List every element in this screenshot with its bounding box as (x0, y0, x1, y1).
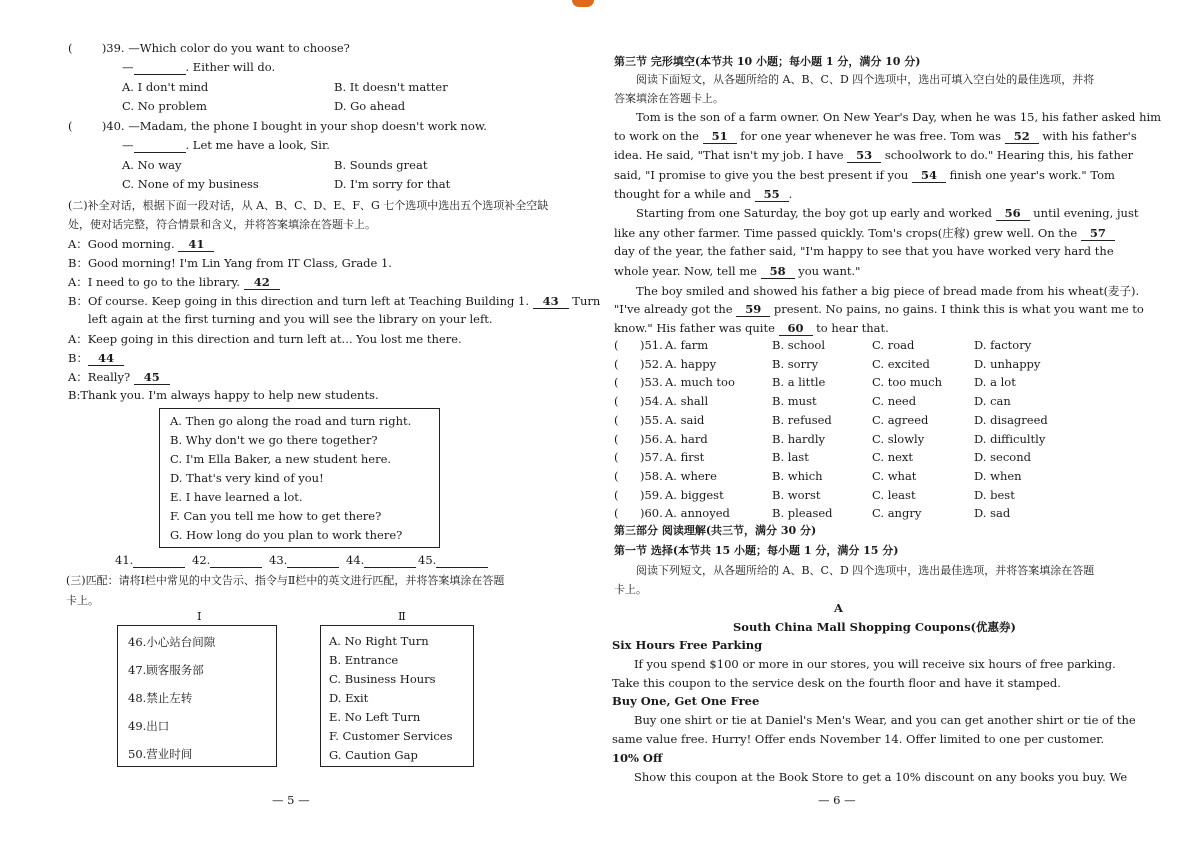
choice-f: F. Can you tell me how to get there? (170, 509, 382, 523)
match-option-a: A. No Right Turn (329, 634, 429, 648)
passage-text: schoolwork to do." Hearing this, his father (881, 148, 1134, 163)
option-c: C. what (872, 468, 917, 483)
option-a: A. No way (122, 158, 182, 172)
coupon-line: Show this coupon at the Book Store to get a 10% discount on any books you buy. We (634, 769, 1128, 784)
dialog-blank: 45 (134, 370, 170, 385)
dialog-line: B：Of course. Keep going in this direction and turn left at Teaching Building 1. 43 Turn (68, 294, 601, 308)
match-option-d: D. Exit (329, 691, 369, 705)
option-d: D. best (974, 487, 1015, 502)
passage-line (614, 302, 1144, 317)
choice-e: E. I have learned a lot. (170, 490, 303, 504)
answer-paren: ( (68, 41, 73, 55)
instructions-line1: 阅读下面短文，从各题所给的 A、B、C、D 四个选项中，选出可填入空白处的最佳选项，并将 (636, 73, 1095, 86)
column-1-label: Ⅰ (197, 609, 202, 623)
answer-paren: ( (614, 394, 619, 409)
coupon-heading: Six Hours Free Parking (612, 638, 763, 652)
reading-section-title: 第一节 选择(本节共 15 小题；每小题 1 分，满分 15 分) (614, 544, 899, 557)
dialog-line: left again at the first turning and you will see the library on your left. (88, 312, 493, 326)
dialog-line: A：Keep going in this direction and turn left at... You lost me there. (68, 332, 462, 346)
answer-paren: ( (68, 119, 73, 133)
option-a: A. shall (665, 394, 709, 409)
question-number: )54. (640, 394, 663, 409)
cloze-blank: 58 (761, 264, 795, 279)
coupon-title: South China Mall Shopping Coupons(优惠券) (733, 620, 1016, 634)
option-c: C. need (872, 394, 917, 409)
choice-c: C. I'm Ella Baker, a new student here. (170, 452, 392, 466)
choices-box (159, 408, 440, 548)
cloze-blank: 57 (1081, 226, 1115, 241)
answer-blank (134, 138, 186, 153)
answer-paren: ( (614, 412, 619, 427)
passage-line (614, 225, 1115, 241)
passage-text: present. No pains, no gains. I think this is what you want me to (770, 302, 1144, 316)
passage-text: . (788, 186, 793, 201)
question-number: )56. (640, 431, 663, 446)
part3-title: 第三部分 阅读理解(共三节，满分 30 分) (614, 524, 817, 537)
dialog-blank: 41 (178, 237, 214, 252)
option-a: A. biggest (665, 487, 724, 502)
option-c: C. angry (872, 506, 922, 521)
section3-heading-line2: 卡上。 (66, 594, 99, 607)
choice-a: A. Then go along the road and turn right. (170, 414, 412, 428)
passage-text: like any other farmer. Time passed quickly. Tom's crops(庄稼) grew well. On the (614, 226, 1081, 241)
passage-text: finish one year's work." Tom (945, 167, 1115, 182)
option-b: B. Sounds great (334, 158, 428, 172)
coupon-heading: 10% Off (612, 750, 663, 765)
option-a: A. annoyed (665, 506, 730, 521)
option-d: D. I'm sorry for that (334, 177, 451, 191)
cloze-blank: 53 (847, 148, 881, 163)
option-a: A. much too (665, 375, 735, 390)
question-text: —Madam, the phone I bought in your shop doesn't work now. (128, 119, 487, 133)
option-c: C. least (872, 487, 916, 502)
choice-b: B. Why don't we go there together? (170, 433, 378, 447)
answer-41: 41. (115, 553, 185, 568)
passage-label: A (834, 601, 843, 615)
option-d: D. sad (974, 506, 1011, 521)
passage-line (614, 148, 1133, 163)
passage-text: Tom is the son of a farm owner. On New Year's Day, when he was 15, his father asked him (636, 110, 1162, 124)
option-d: D. factory (974, 338, 1032, 352)
answer-43: 43. (269, 553, 339, 568)
option-c: C. next (872, 450, 914, 465)
question-text: —Which color do you want to choose? (128, 41, 350, 55)
answer-paren: ( (614, 431, 619, 446)
coupon-line: If you spend $100 or more in our stores, you will receive six hours of free parking. (634, 656, 1116, 671)
cloze-blank: 54 (912, 168, 946, 183)
question-number: )52. (640, 356, 663, 371)
option-a: A. I don't mind (122, 80, 209, 94)
option-a: A. hard (665, 431, 708, 446)
cloze-blank: 59 (736, 302, 770, 317)
passage-line (614, 129, 1137, 144)
answer-42: 42. (192, 553, 262, 568)
match-option-c: C. Business Hours (329, 672, 436, 686)
passage-text: whole year. Now, tell me (614, 263, 761, 278)
column-2-label: Ⅱ (398, 609, 406, 623)
question-number: )58. (640, 468, 663, 483)
passage-line (636, 206, 1138, 221)
option-a: A. happy (665, 356, 717, 371)
passage-text: The boy smiled and showed his father a big piece of bread made from his wheat(麦子). (636, 283, 1140, 298)
option-d: D. disagreed (974, 412, 1048, 427)
top-tab-mark (572, 0, 594, 7)
option-b: B. pleased (772, 506, 833, 521)
dialog-line: A：I need to go to the library. 42 (68, 274, 280, 290)
match-item-49: 49.出口 (128, 719, 170, 733)
answer-paren: ( (614, 468, 619, 483)
coupon-heading: Buy One, Get One Free (612, 694, 760, 709)
answer-44: 44. (346, 553, 416, 568)
option-b: B. must (772, 394, 817, 409)
option-b: B. refused (772, 412, 832, 427)
option-a: A. first (665, 450, 705, 465)
passage-line (614, 168, 1115, 183)
section-title: 第三节 完形填空(本节共 10 小题；每小题 1 分，满分 10 分) (614, 55, 921, 68)
match-item-50: 50.营业时间 (128, 747, 193, 761)
question-number: )55. (640, 412, 663, 427)
dialog-line: A：Really? 45 (68, 369, 170, 385)
option-c: C. too much (872, 375, 942, 390)
option-a: A. said (665, 412, 705, 427)
option-c: C. slowly (872, 431, 925, 446)
option-d: D. when (974, 468, 1022, 483)
passage-text: you want." (794, 263, 861, 278)
answer-paren: ( (614, 375, 619, 390)
answer-45: 45. (418, 553, 488, 568)
option-c: C. No problem (122, 99, 207, 113)
passage-text: until evening, just (1029, 206, 1139, 220)
option-b: B. sorry (772, 356, 819, 371)
choice-g: G. How long do you plan to work there? (170, 528, 403, 542)
question-39 (68, 41, 350, 55)
match-option-b: B. Entrance (329, 653, 399, 667)
question-number: )39. (101, 41, 125, 55)
coupon-line: same value free. Hurry! Offer ends November 14. Offer limited to one per customer. (612, 732, 1105, 746)
passage-text: with his father's (1038, 129, 1137, 144)
question-number: )60. (640, 506, 663, 521)
passage-line (636, 283, 1139, 299)
passage-line (636, 110, 1161, 124)
reading-instructions-line1: 阅读下列短文，从各题所给的 A、B、C、D 四个选项中，选出最佳选项，并将答案填涂在答题 (636, 564, 1095, 577)
coupon-line: Buy one shirt or tie at Daniel's Men's Wear, and you can get another shirt or tie of the (634, 713, 1136, 728)
choice-d: D. That's very kind of you! (170, 471, 324, 485)
passage-text: to hear that. (812, 321, 889, 336)
option-d: D. second (974, 450, 1031, 465)
cloze-blank: 51 (703, 129, 737, 144)
match-item-48: 48.禁止左转 (128, 691, 193, 705)
cloze-blank: 55 (755, 187, 789, 202)
option-b: B. worst (772, 487, 821, 502)
column-1-box (117, 625, 277, 767)
dialog-blank: 43 (533, 294, 569, 309)
question-number: )40. (101, 119, 125, 133)
answer-paren: ( (614, 356, 619, 371)
option-d: D. can (974, 394, 1011, 409)
answer-paren: ( (614, 506, 619, 521)
question-number: )59. (640, 487, 663, 502)
option-b: B. It doesn't matter (334, 80, 448, 94)
option-a: A. where (665, 468, 717, 483)
passage-text: to work on the (614, 129, 703, 144)
passage-text: "I've already got the (614, 302, 737, 316)
option-b: B. which (772, 468, 823, 483)
section2-heading-line2: 处，使对话完整，符合情景和含义，并将答案填涂在答题卡上。 (68, 218, 376, 231)
option-c: C. road (872, 338, 915, 352)
match-item-46: 46.小心站台间隙 (128, 635, 216, 649)
option-a: A. farm (665, 338, 709, 352)
passage-text: Starting from one Saturday, the boy got up early and worked (636, 206, 996, 220)
section3-heading-line1: (三)匹配：请将Ⅰ栏中常见的中文告示、指令与Ⅱ栏中的英文进行匹配，并将答案填涂在答题 (66, 574, 505, 587)
question-39-line2: — . Either will do. (122, 60, 276, 74)
dialog-line: B： 44 (68, 350, 124, 366)
question-40-line2: — . Let me have a look, Sir. (122, 138, 330, 152)
column-2-box (320, 625, 474, 767)
option-d: D. unhappy (974, 356, 1041, 371)
match-option-f: F. Customer Services (329, 729, 453, 743)
page-number: — 6 — (818, 793, 856, 807)
option-b: B. a little (772, 375, 826, 390)
passage-line (614, 264, 860, 279)
question-number: )57. (640, 450, 663, 465)
cloze-blank: 56 (996, 206, 1030, 221)
dialog-line: A：Good morning. 41 (68, 236, 214, 252)
section2-heading-line1: (二)补全对话，根据下面一段对话，从 A、B、C、D、E、F、G 七个选项中选出五个选项补全空缺 (68, 199, 549, 212)
question-40 (68, 119, 487, 133)
dialog-blank: 44 (88, 351, 124, 366)
passage-text: day of the year, the father said, "I'm happy to see that you have worked very hard the (614, 244, 1114, 259)
passage-text: for one year whenever he was free. Tom was (736, 129, 1005, 144)
match-item-47: 47.顾客服务部 (128, 663, 204, 677)
option-d: D. a lot (974, 375, 1016, 390)
answer-paren: ( (614, 338, 619, 352)
answer-paren: ( (614, 450, 619, 465)
passage-line (614, 321, 889, 336)
passage-line (614, 244, 1114, 258)
option-b: B. school (772, 338, 826, 352)
option-c: C. agreed (872, 412, 929, 427)
cloze-blank: 60 (779, 321, 813, 336)
match-option-g: G. Caution Gap (329, 748, 418, 762)
answer-blank (134, 60, 186, 75)
answer-paren: ( (614, 487, 619, 502)
cloze-blank: 52 (1005, 129, 1039, 144)
dialog-blank: 42 (244, 275, 280, 290)
option-c: C. None of my business (122, 177, 259, 191)
option-d: D. difficultly (974, 431, 1046, 446)
option-b: B. hardly (772, 431, 826, 446)
option-c: C. excited (872, 356, 930, 371)
dialog-line: B：Good morning! I'm Lin Yang from IT Class, Grade 1. (68, 256, 392, 270)
passage-text: thought for a while and (614, 186, 755, 201)
question-number: )51. (640, 338, 663, 352)
passage-line (614, 187, 792, 202)
reading-instructions-line2: 卡上。 (614, 583, 647, 596)
passage-text: know." His father was quite (614, 321, 779, 336)
option-d: D. Go ahead (334, 99, 406, 113)
passage-text: said, "I promise to give you the best present if you (614, 167, 912, 182)
page-number: — 5 — (272, 793, 310, 807)
option-b: B. last (772, 450, 809, 465)
coupon-line: Take this coupon to the service desk on the fourth floor and have it stamped. (612, 675, 1061, 690)
match-option-e: E. No Left Turn (329, 710, 421, 724)
dialog-line: B:Thank you. I'm always happy to help new students. (68, 388, 379, 402)
instructions-line2: 答案填涂在答题卡上。 (614, 92, 724, 105)
passage-text: idea. He said, "That isn't my job. I have (614, 148, 848, 163)
question-number: )53. (640, 375, 663, 390)
